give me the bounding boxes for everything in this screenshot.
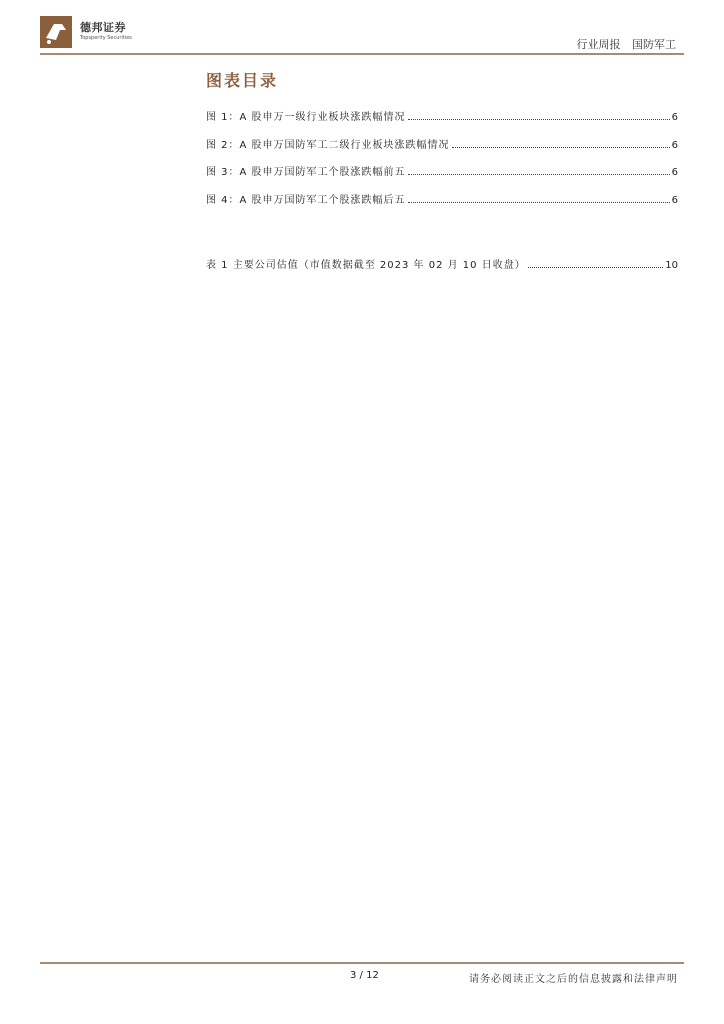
footer-divider xyxy=(40,962,684,964)
toc-entry-figure-1[interactable] xyxy=(206,108,678,136)
toc-entry-page: 6 xyxy=(671,194,678,206)
header-divider xyxy=(40,53,684,55)
toc-entry-page: 6 xyxy=(671,167,678,178)
toc-entry-page: 6 xyxy=(671,112,678,123)
figure-toc-list xyxy=(206,108,678,218)
toc-entry-label: 表 1 主要公司估值（市值数据截至 2023 年 02 月 10 日收盘） xyxy=(206,260,526,271)
toc-entry-page: 10 xyxy=(665,260,678,271)
toc-entry-page: 6 xyxy=(671,139,678,151)
disclaimer-text: 请务必阅读正文之后的信息披露和法律声明 xyxy=(469,974,678,985)
logo-text-en: Topsperity Securities xyxy=(80,35,132,41)
toc-entry-figure-3[interactable] xyxy=(206,163,678,191)
leader-dots xyxy=(408,201,670,203)
company-logo xyxy=(40,16,150,50)
toc-title: 图表目录 xyxy=(206,71,279,90)
toc-entry-label: 图 2：A 股申万国防军工二级行业板块涨跌幅情况 xyxy=(206,139,450,151)
leader-dots xyxy=(452,146,670,148)
leader-dots xyxy=(408,173,670,175)
leader-dots xyxy=(528,266,664,268)
industry-tag: 国防军工 xyxy=(632,38,676,51)
page-number: 3 / 12 xyxy=(350,970,379,981)
toc-entry-table-1[interactable] xyxy=(206,256,678,284)
toc-entry-figure-4[interactable] xyxy=(206,191,678,219)
logo-text-cn: 德邦证券 xyxy=(80,21,126,34)
leader-dots xyxy=(408,118,670,120)
report-tags xyxy=(569,36,677,52)
toc-entry-label: 图 4：A 股申万国防军工个股涨跌幅后五 xyxy=(206,194,406,206)
table-toc-list xyxy=(206,256,678,284)
toc-entry-label: 图 1：A 股申万一级行业板块涨跌幅情况 xyxy=(206,112,406,123)
topsperity-logo-icon xyxy=(40,16,72,48)
report-type-tag: 行业周报 xyxy=(576,38,621,51)
toc-entry-label: 图 3：A 股申万国防军工个股涨跌幅前五 xyxy=(206,167,406,178)
toc-entry-figure-2[interactable] xyxy=(206,136,678,164)
